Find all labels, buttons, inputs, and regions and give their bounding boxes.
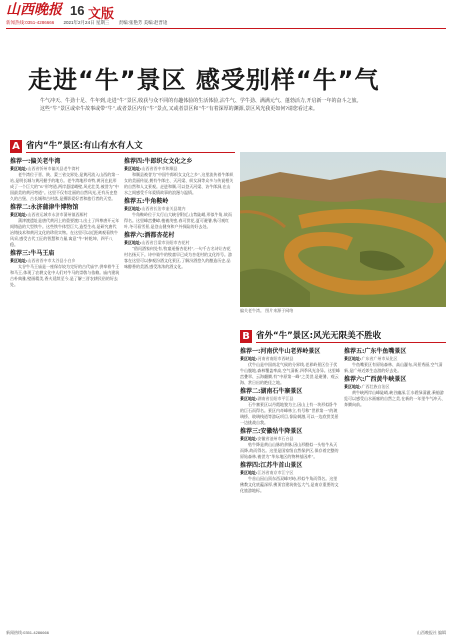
masthead bbox=[0, 0, 450, 30]
footer-left: 新闻热线:0351-4286666 bbox=[6, 630, 49, 635]
article-heading: 推荐六:酒都杏花村 bbox=[124, 232, 175, 239]
page-footer bbox=[6, 630, 446, 636]
info-text: 山西省长治市壶关县境内 bbox=[141, 206, 186, 211]
article-column-left bbox=[10, 156, 120, 626]
info-text: 江苏省南京市江宁区 bbox=[257, 470, 294, 475]
info-text: 广西壮族自治区 bbox=[361, 384, 390, 389]
article-heading: 推荐五:牛角鞍岭 bbox=[124, 198, 169, 205]
info-label: 景区地址: bbox=[240, 356, 258, 361]
info-label: 景区地址: bbox=[10, 258, 28, 263]
section-b-title: 省外“牛”景区:风光无限美不胜收 bbox=[256, 331, 382, 341]
article-column-middle bbox=[124, 156, 234, 626]
info-label: 景区地址: bbox=[344, 356, 362, 361]
article-heading: 推荐一:偏关老牛湾 bbox=[10, 158, 61, 165]
section-b-tag: B bbox=[240, 330, 252, 343]
article-body: 蒲津渡遗址是唐代黄河上的重要渡口,出土了四尊唐开元年间铸造的大型铁牛。这些铁牛体型巨大,造型生动,是研究唐代冶铸技术和黄河文化的珍贵实物。在这里可以近距离观看铁牛风采,感受古代工匠的智慧和力量,寓意“牛”转乾坤、四平八稳。 bbox=[10, 218, 120, 247]
info-text: 山西省忻州市偏关县老牛湾村 bbox=[27, 166, 80, 171]
info-label: 景区地址: bbox=[240, 396, 258, 401]
article bbox=[10, 250, 120, 288]
article-heading: 推荐二:湖南石牛寨景区 bbox=[240, 388, 303, 395]
info-text: 山西省吕梁市汾阳市杏花村 bbox=[141, 240, 190, 245]
info-text: 安徽省池州市石台县 bbox=[257, 436, 294, 441]
info-text: 湖南省岳阳市平江县 bbox=[257, 396, 294, 401]
section-b-rule bbox=[256, 342, 446, 343]
article-heading: 推荐四:江苏牛首山景区 bbox=[240, 462, 303, 469]
article-column-right bbox=[240, 346, 340, 626]
section-name: 文版 bbox=[88, 6, 115, 21]
article-heading: 推荐四:牛郎织女文化之乡 bbox=[124, 158, 193, 165]
article-column-far-right bbox=[344, 346, 446, 626]
section-a-tag: A bbox=[10, 140, 22, 153]
article bbox=[124, 232, 234, 270]
article-heading: 推荐六:广西黄牛峡景区 bbox=[344, 376, 407, 383]
article bbox=[10, 158, 120, 202]
page-number: 16 bbox=[70, 3, 85, 18]
article-heading: 推荐三:牛马王庙 bbox=[10, 250, 55, 257]
info-label: 景区地址: bbox=[124, 240, 142, 245]
article-heading: 推荐二:永济蒲津牛博物馆 bbox=[10, 204, 79, 211]
article-body: 伏牛山是中国南北气候的分界线,老界岭景区位于伏牛山腹地,森林覆盖率高,空气清新,四季风光各异。这里峰峦叠翠、云海翻腾,有“中原第一峰”之美誉,是避暑、观云海、赏日出的绝佳之地。 bbox=[240, 362, 340, 385]
article-body: 牛角鞍岭位于太行山大峡谷附近,山势陡峭,形似牛角,故而得名。这里峰峦叠嶂,植被茂密,春可赏花,夏可避暑,秋可观红叶,冬可看雪景,是登山健身和户外探险的好去处。 bbox=[124, 212, 232, 229]
article bbox=[240, 388, 340, 426]
article bbox=[124, 158, 234, 196]
info-label: 景区地址: bbox=[240, 470, 258, 475]
article-body: 牛首山因山顶东西双峰对峙,形似牛角而得名。这里佛教文化底蕴深厚,佛顶宫建筑恢弘大气,是南京重要的文化旅游地标。 bbox=[240, 476, 339, 493]
info-text: 山西省晋中市太谷县小白乡 bbox=[27, 258, 76, 263]
info-text: 山西省运城市永济市蒲州镇西厢村 bbox=[27, 212, 88, 217]
article bbox=[240, 428, 340, 460]
article bbox=[240, 348, 340, 386]
info-label: 景区地址: bbox=[344, 384, 362, 389]
article-heading: 推荐五:广东牛鱼嘴景区 bbox=[344, 348, 407, 355]
photo-caption: 偏关老牛湾。 图片来源于网络 bbox=[240, 308, 294, 313]
article-body: 老牛湾位于晋、陕、蒙三省交界处,是黄河流入山西的第一站,是明长城与黄河握手的地方。老牛湾地形奇特,黄河在此形成了一个巨大的“S”形弯道,两岸悬崖峭壁,风光壮美,被誉为“中国最美的黄河弯道”。这里不仅有壮丽的自然风光,还有历史悠久的古堡、古长城和古村落,是摄影爱好者和旅行者的天堂。 bbox=[10, 172, 120, 201]
section-b-banner bbox=[240, 330, 446, 343]
editors: 责编:张艳芳 美编:赵晋逵 bbox=[118, 20, 168, 25]
section-a-rule bbox=[26, 152, 235, 153]
article-body: 和顺县被誉为“中国牛郎织女文化之乡”,这里流传着牛郎织女的美丽传说,拥有牛郎庄、天河梁、织女洞等众多与传说相关的自然和人文景观。走进和顺,可以登天河梁、访牛郎洞,在山水之间感受千年爱情故事的浪漫与温情。 bbox=[124, 172, 234, 195]
article-body: 牛鱼嘴景区有原始森林、高山瀑布,风景秀丽,空气清新,是广州近郊生态游的好去处。 bbox=[344, 362, 443, 373]
info-label: 景区地址: bbox=[10, 166, 28, 171]
section-a-title: 省内“牛”景区:有山有水有人文 bbox=[26, 141, 143, 151]
section-a-banner bbox=[10, 140, 235, 153]
info-label: 景区地址: bbox=[10, 212, 28, 217]
article-body: “借问酒家何处有,牧童遥指杏花村”,一句千古名诗让杏花村名扬天下。诗中骑牛的牧童早已成为杏花村的文化符号。游客在这里可以参观汾酒文化景区,了解汾酒悠久的酿造历史,品味醇香的美酒,感受浓浓的酒文化。 bbox=[124, 246, 232, 269]
landscape-photo bbox=[240, 152, 446, 307]
article-body: 石牛寨景区以丹霞地貌为主,因山上有一块形似卧牛的巨石而得名。景区内奇峰林立,有号称“世界第一”的玻璃桥、玻璃栈道等游玩项目,惊险刺激,可以一边欣赏美景一边挑战自我。 bbox=[240, 402, 339, 425]
article-heading: 推荐一:河南伏牛山老界岭景区 bbox=[240, 348, 321, 355]
info-label: 景区地址: bbox=[124, 206, 142, 211]
hotline: 新闻热线:0351-4286666 bbox=[6, 20, 55, 25]
lead-paragraph bbox=[30, 98, 420, 113]
article-heading: 推荐三:安徽牯牛降景区 bbox=[240, 428, 303, 435]
info-label: 景区地址: bbox=[124, 166, 142, 171]
headline: 走进“牛”景区 感受别样“牛”气 bbox=[28, 66, 380, 94]
article bbox=[344, 348, 446, 374]
article-body: 牯牛降是黄山山脉的余脉,因山形酷似一头牯牛从天而降,故而得名。这里是国家级自然保护区,保存着完整的原始森林,被誉为“华东地区的物种基因库”。 bbox=[240, 442, 339, 459]
info-text: 河南省南阳市西峡县 bbox=[257, 356, 294, 361]
article bbox=[124, 198, 234, 230]
article bbox=[344, 376, 446, 408]
article bbox=[10, 204, 120, 248]
river-bend-illustration bbox=[240, 152, 446, 307]
info-text: 广东省广州市从化区 bbox=[361, 356, 398, 361]
issue-date: 2021年2月24日 星期三 bbox=[63, 20, 110, 25]
info-label: 景区地址: bbox=[240, 436, 258, 441]
article-body: 黄牛峡两岸山峰陡峭,峡谷幽深,江水碧绿清澈,乘船游览可以感受山水画廊的自然之美,在新的一年里牛气冲天、奔腾向前。 bbox=[344, 390, 446, 407]
article-body: 太谷牛马王庙是一座保存较为完好的古代庙宇,供奉着牛王和马王,体现了农耕文化中人们对牛马的崇敬与依赖。庙内建筑古朴典雅,壁画精美,香火延续至今,是了解三晋农耕民俗的好去处。 bbox=[10, 264, 120, 287]
lead-line: 牛气冲天、牛劲十足、牛年到,走进“牛”景区,收获与众不同的有趣体验的生活体验,沾牛气、学牛劲、满满元气、蓬勃活力,开启新一年的奋斗之旅。 bbox=[40, 98, 362, 104]
masthead-meta bbox=[6, 20, 446, 26]
newspaper-logo: 山西晚报 bbox=[6, 2, 62, 18]
footer-right: 山西晚报社 编辑 bbox=[416, 630, 446, 635]
lead-line: 这些“牛”景区或牵牛故事或带“牛”,或者景区内有“牛”景点,又或者景区和“牛”有着深厚的渊源,景区风光我更如何?请您看过来。 bbox=[40, 105, 318, 112]
info-text: 山西省晋中市和顺县 bbox=[141, 166, 178, 171]
masthead-divider bbox=[6, 28, 446, 29]
article bbox=[240, 462, 340, 494]
